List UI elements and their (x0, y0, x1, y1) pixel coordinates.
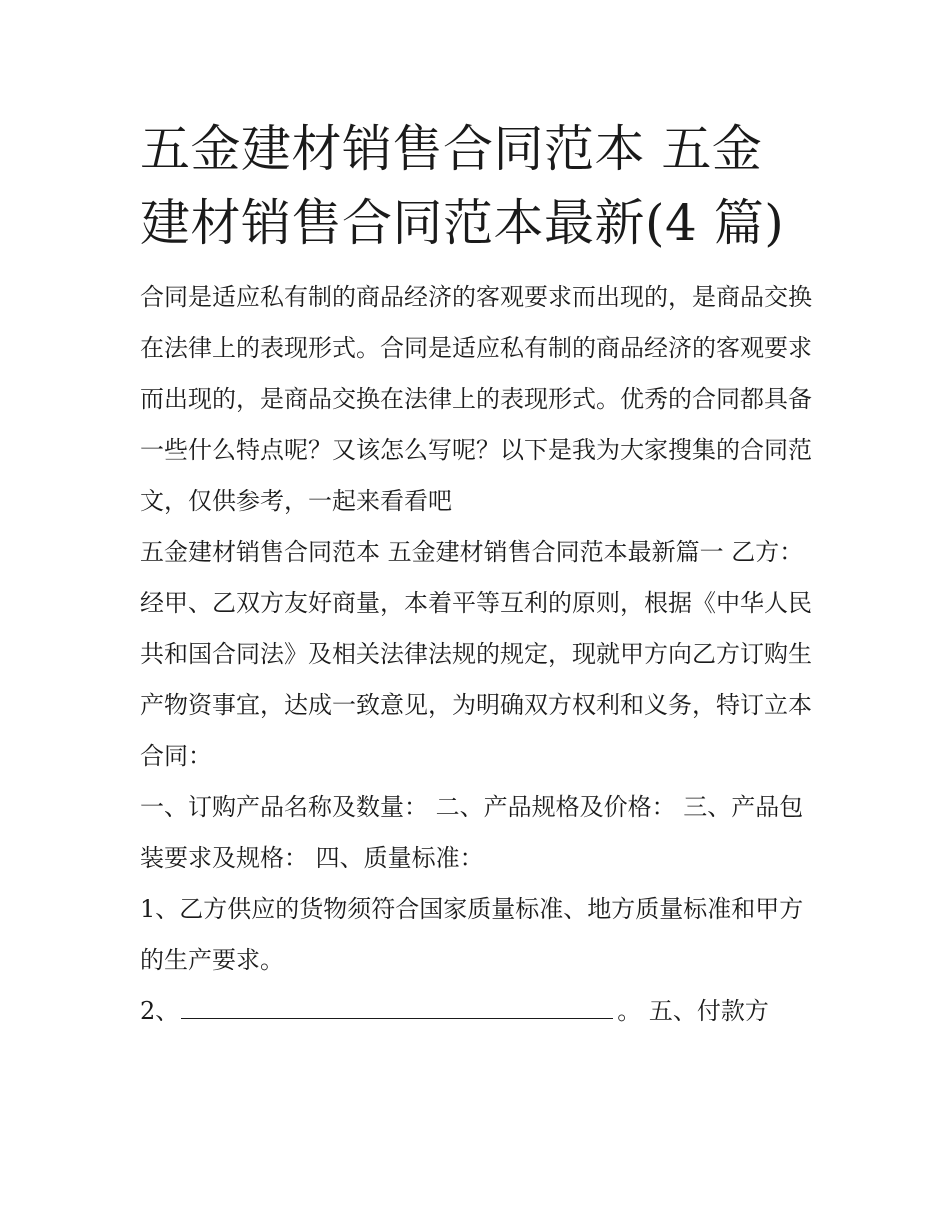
fill-in-blank-line (181, 988, 613, 1019)
paragraph-quality-item-2 (140, 986, 812, 1037)
document-title: 五金建材销售合同范本 五金建材销售合同范本最新(4 篇) (140, 120, 785, 252)
paragraph-agreement: 经甲、乙双方友好商量，本着平等互利的原则，根据《中华人民共和国合同法》及相关法律法规的规定，现就甲方向乙方订购生产物资事宜，达成一致意见，为明确双方权利和义务，特订立本合同： (140, 589, 812, 770)
paragraph-clauses: 一、订购产品名称及数量： 二、产品规格及价格： 三、产品包装要求及规格： 四、质量标准： (140, 793, 804, 872)
paragraph-quality-item-1: 1、乙方供应的货物须符合国家质量标准、地方质量标准和甲方的生产要求。 (140, 895, 804, 974)
item-suffix: 。 五、付款方 (617, 997, 769, 1025)
item-number: 2、 (140, 997, 180, 1025)
paragraph-section-heading: 五金建材销售合同范本 五金建材销售合同范本最新篇一 乙方： (140, 538, 804, 566)
paragraph-intro: 合同是适应私有制的商品经济的客观要求而出现的，是商品交换在法律上的表现形式。合同是适应私有制的商品经济的客观要求而出现的，是商品交换在法律上的表现形式。优秀的合同都具备一些什么特点呢？又该怎么写呢？以下是我为大家搜集的合同范文，仅供参考，一起来看看吧 (140, 283, 812, 515)
